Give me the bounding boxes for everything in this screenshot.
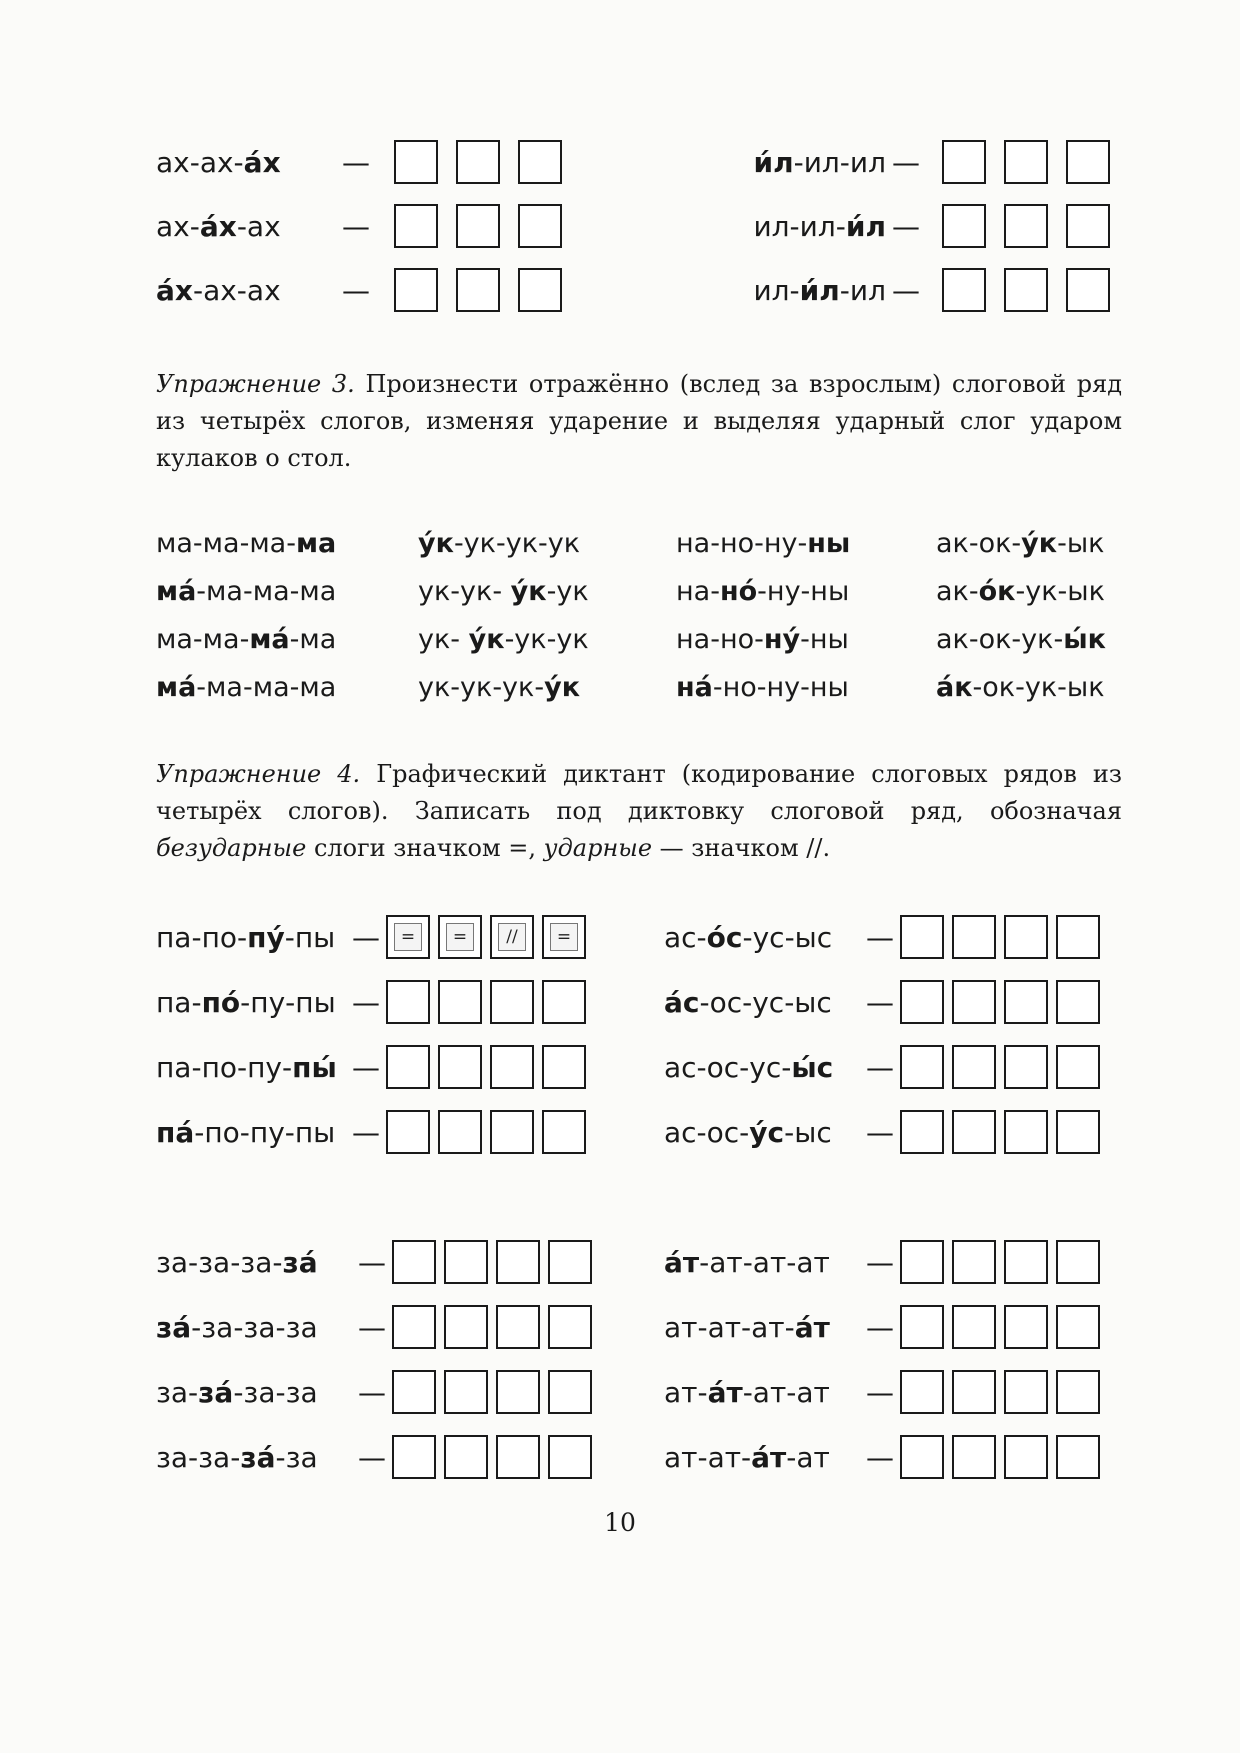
syllable-text: ук-ук-ук- <box>418 672 545 703</box>
stressed-syllable: у́к <box>1021 528 1058 559</box>
answer-box[interactable] <box>444 1435 488 1479</box>
answer-boxes <box>900 1110 1100 1154</box>
syllable-label <box>664 1311 860 1344</box>
syllable-text: ах- <box>156 209 200 243</box>
dash: — <box>866 1245 894 1279</box>
syllable-text: -ма-ма-ма <box>196 576 337 607</box>
stressed-syllable: а́к <box>936 672 973 703</box>
dash: — <box>892 273 920 307</box>
syllable-text: -ны <box>800 624 849 655</box>
dash: — <box>866 920 894 954</box>
dash: — <box>892 145 920 179</box>
answer-box[interactable] <box>392 1435 436 1479</box>
stressed-syllable: а́х <box>243 145 281 179</box>
stressed-syllable: у́к <box>418 528 454 559</box>
syllable-label <box>156 986 346 1019</box>
answer-box[interactable] <box>386 980 430 1024</box>
syllable-text: -ук-ук <box>504 624 589 655</box>
syllable-text: -за <box>275 1440 318 1474</box>
stressed-syllable: ы́с <box>791 1050 834 1084</box>
syllable-text: на- <box>676 576 720 607</box>
stressed-syllable: у́с <box>749 1115 785 1149</box>
answer-box[interactable] <box>490 980 534 1024</box>
stressed-syllable: за́ <box>240 1440 276 1474</box>
answer-box[interactable] <box>1004 1370 1048 1414</box>
answer-box[interactable] <box>456 204 500 248</box>
stressed-syllable: а́т <box>707 1375 743 1409</box>
syllable-text: ил-ил- <box>753 209 846 243</box>
syllable-row <box>156 266 562 314</box>
syllable-text: па- <box>156 985 202 1019</box>
answer-box[interactable] <box>900 1045 944 1089</box>
syllable-text: -ах-ах <box>192 273 281 307</box>
answer-box[interactable] <box>394 140 438 184</box>
answer-box[interactable] <box>386 1110 430 1154</box>
answer-box[interactable] <box>490 915 534 959</box>
exercise-4-instructions <box>156 756 1122 867</box>
dictation-row <box>156 1433 592 1481</box>
answer-box[interactable] <box>548 1370 592 1414</box>
answer-box[interactable] <box>1056 1240 1100 1284</box>
syllable-cell <box>936 624 1106 655</box>
answer-box[interactable] <box>1004 268 1048 312</box>
syllable-text: -ма <box>289 624 337 655</box>
answer-boxes <box>900 915 1100 959</box>
syllable-text: ах-ах- <box>156 145 244 179</box>
stressed-syllable: ма <box>295 528 337 559</box>
syllable-cell <box>418 624 589 655</box>
exercise-4-text: — значком //. <box>652 834 831 862</box>
answer-box[interactable] <box>1066 140 1110 184</box>
answer-box[interactable] <box>392 1305 436 1349</box>
syllable-cell <box>156 624 336 655</box>
answer-box[interactable] <box>518 140 562 184</box>
syllable-text: ат- <box>664 1375 708 1409</box>
dash: — <box>866 1310 894 1344</box>
dictation-row <box>664 1368 1100 1416</box>
answer-box[interactable] <box>952 1435 996 1479</box>
syllable-text: за-за-за- <box>156 1245 283 1279</box>
exercise-3-text: Произнести отражённо (вслед за взрослым) слоговой ряд из четырёх слогов, изменяя ударение и выделяя ударный слог ударом кулаков о стол. <box>156 370 1122 472</box>
syllable-cell <box>156 528 336 559</box>
stress-mark: = <box>550 923 578 951</box>
syllable-label <box>664 1376 860 1409</box>
answer-box[interactable] <box>444 1305 488 1349</box>
syllable-text: -ук-ык <box>1015 576 1105 607</box>
syllable-row <box>156 202 562 250</box>
dictation-row <box>156 1238 592 1286</box>
syllable-cell <box>418 528 580 559</box>
syllable-cell <box>156 672 336 703</box>
stress-mark: = <box>446 923 474 951</box>
syllable-text: па-по- <box>156 920 248 954</box>
answer-box[interactable] <box>952 1370 996 1414</box>
answer-box[interactable] <box>1056 1370 1100 1414</box>
dash: — <box>352 920 380 954</box>
answer-box[interactable] <box>900 1305 944 1349</box>
stressed-syllable: у́к <box>510 576 547 607</box>
answer-box[interactable] <box>386 1045 430 1089</box>
answer-box[interactable] <box>900 1435 944 1479</box>
answer-box[interactable] <box>438 1045 482 1089</box>
answer-boxes <box>394 140 562 184</box>
syllable-text: ак-ок- <box>936 528 1022 559</box>
syllable-label <box>156 921 346 954</box>
exercise-4-emphasis: безударные <box>156 834 307 862</box>
dash: — <box>866 1375 894 1409</box>
syllable-text: -за-за-за <box>191 1310 318 1344</box>
answer-box[interactable] <box>438 915 482 959</box>
syllable-label <box>664 1246 860 1279</box>
syllable-cell <box>936 576 1105 607</box>
stressed-syllable: ы́к <box>1063 624 1106 655</box>
dictation-row <box>156 1368 592 1416</box>
syllable-label <box>726 210 886 243</box>
dictation-row <box>664 913 1100 961</box>
syllable-text: ук-ук- <box>418 576 511 607</box>
syllable-text: ак- <box>936 576 979 607</box>
syllable-label <box>726 274 886 307</box>
answer-boxes <box>900 1045 1100 1089</box>
dictation-row <box>156 1108 586 1156</box>
syllable-text: на-но-ну- <box>676 528 808 559</box>
dash: — <box>352 985 380 1019</box>
syllable-text: -ат <box>786 1440 830 1474</box>
answer-boxes <box>386 980 586 1024</box>
answer-box[interactable] <box>542 1110 586 1154</box>
syllable-text: -ат-ат <box>742 1375 830 1409</box>
answer-box[interactable] <box>1056 1045 1100 1089</box>
answer-box[interactable] <box>900 980 944 1024</box>
syllable-cell <box>936 528 1104 559</box>
stressed-syllable: а́т <box>751 1440 787 1474</box>
syllable-text: -ну-ны <box>757 576 850 607</box>
syllable-text: па-по-пу- <box>156 1050 293 1084</box>
answer-box[interactable] <box>490 1045 534 1089</box>
exercise-4-text: слоги значком =, <box>306 834 544 862</box>
syllable-label <box>726 146 886 179</box>
stressed-syllable: ну́ <box>763 624 801 655</box>
syllable-label <box>156 1246 352 1279</box>
answer-boxes <box>900 1370 1100 1414</box>
syllable-cell <box>156 576 336 607</box>
stressed-syllable: и́л <box>845 209 886 243</box>
dash: — <box>342 273 370 307</box>
syllable-text: ил- <box>753 273 800 307</box>
stressed-syllable: пы́ <box>292 1050 337 1084</box>
syllable-text: ас-ос-ус- <box>664 1050 792 1084</box>
answer-box[interactable] <box>1056 1305 1100 1349</box>
syllable-row <box>726 266 1110 314</box>
syllable-label <box>156 210 336 243</box>
answer-boxes <box>942 268 1110 312</box>
stressed-syllable: па́ <box>156 1115 195 1149</box>
answer-box[interactable] <box>394 204 438 248</box>
stressed-syllable: и́л <box>753 145 794 179</box>
stressed-syllable: ма́ <box>156 672 197 703</box>
syllable-text: -но-ну-ны <box>712 672 849 703</box>
syllable-text: за-за- <box>156 1440 241 1474</box>
stressed-syllable: а́х <box>156 273 193 307</box>
syllable-label <box>664 1051 860 1084</box>
answer-box[interactable] <box>438 1110 482 1154</box>
syllable-label <box>664 1441 860 1474</box>
syllable-text: ма-ма-ма- <box>156 528 296 559</box>
answer-boxes <box>394 204 562 248</box>
stressed-syllable: за́ <box>282 1245 318 1279</box>
dictation-row <box>664 1108 1100 1156</box>
syllable-label <box>156 146 336 179</box>
syllable-label <box>156 1376 352 1409</box>
dash: — <box>342 145 370 179</box>
dictation-row <box>156 1303 592 1351</box>
answer-box[interactable] <box>1004 1110 1048 1154</box>
syllable-label <box>156 1441 352 1474</box>
page-number: 10 <box>604 1508 636 1537</box>
answer-boxes <box>394 268 562 312</box>
answer-box[interactable] <box>952 1045 996 1089</box>
answer-boxes <box>386 915 586 959</box>
exercise-4-title: Упражнение 4. <box>156 760 361 788</box>
answer-box[interactable] <box>438 980 482 1024</box>
syllable-text: -ос-ус-ыс <box>699 985 832 1019</box>
stressed-syllable: ны <box>807 528 851 559</box>
answer-boxes <box>942 140 1110 184</box>
answer-box[interactable] <box>548 1435 592 1479</box>
syllable-text: -по-пу-пы <box>194 1115 336 1149</box>
syllable-text: ак-ок-ук- <box>936 624 1064 655</box>
syllable-row <box>726 202 1110 250</box>
syllable-cell <box>676 528 850 559</box>
stressed-syllable: а́с <box>664 985 700 1019</box>
answer-box[interactable] <box>952 915 996 959</box>
dictation-row <box>156 913 586 961</box>
syllable-text: -пы <box>284 920 336 954</box>
exercise-4-text: Графический диктант (кодирование слоговых рядов из четырёх слогов). Записать под диктовку слоговой ряд, обозначая <box>156 760 1122 825</box>
stress-mark: // <box>498 923 526 951</box>
exercise-3-title: Упражнение 3. <box>156 370 355 398</box>
exercise-4-emphasis: ударные <box>543 834 653 862</box>
syllable-label <box>156 1051 346 1084</box>
syllable-text: -ок-ук-ык <box>972 672 1105 703</box>
answer-boxes <box>386 1045 586 1089</box>
answer-box[interactable] <box>942 140 986 184</box>
syllable-label <box>664 1116 860 1149</box>
answer-boxes <box>392 1435 592 1479</box>
syllable-text: -ах <box>236 209 281 243</box>
syllable-label <box>156 1311 352 1344</box>
dictation-row <box>156 978 586 1026</box>
syllable-text: ат-ат- <box>664 1440 752 1474</box>
answer-box[interactable] <box>496 1370 540 1414</box>
answer-box[interactable] <box>518 268 562 312</box>
dash: — <box>358 1375 386 1409</box>
syllable-text: -за-за <box>233 1375 318 1409</box>
answer-box[interactable] <box>542 980 586 1024</box>
syllable-text: ма-ма- <box>156 624 250 655</box>
dash: — <box>866 1440 894 1474</box>
answer-box[interactable] <box>456 140 500 184</box>
dictation-row <box>664 978 1100 1026</box>
dictation-row <box>664 1238 1100 1286</box>
answer-boxes <box>900 1435 1100 1479</box>
answer-box[interactable] <box>1004 1045 1048 1089</box>
syllable-text: -пу-пы <box>240 985 336 1019</box>
answer-box[interactable] <box>900 1110 944 1154</box>
answer-box[interactable] <box>1004 1240 1048 1284</box>
answer-box[interactable] <box>444 1370 488 1414</box>
syllable-text: ат-ат-ат- <box>664 1310 795 1344</box>
stressed-syllable: о́с <box>706 920 743 954</box>
answer-box[interactable] <box>1066 268 1110 312</box>
dash: — <box>866 1050 894 1084</box>
syllable-text: -ус-ыс <box>742 920 833 954</box>
answer-boxes <box>386 1110 586 1154</box>
syllable-cell <box>676 624 849 655</box>
syllable-text: -ук-ук-ук <box>453 528 581 559</box>
syllable-label <box>156 274 336 307</box>
stressed-syllable: о́к <box>978 576 1016 607</box>
answer-boxes <box>900 980 1100 1024</box>
answer-box[interactable] <box>392 1240 436 1284</box>
stressed-syllable: у́к <box>468 624 505 655</box>
answer-box[interactable] <box>444 1240 488 1284</box>
answer-box[interactable] <box>548 1305 592 1349</box>
exercise-3-instructions <box>156 366 1122 477</box>
dash: — <box>866 985 894 1019</box>
syllable-cell <box>418 576 589 607</box>
answer-box[interactable] <box>952 1240 996 1284</box>
stressed-syllable: ма́ <box>156 576 197 607</box>
stressed-syllable: ма́ <box>249 624 290 655</box>
answer-box[interactable] <box>518 204 562 248</box>
answer-box[interactable] <box>1004 1305 1048 1349</box>
answer-box[interactable] <box>394 268 438 312</box>
stressed-syllable: а́т <box>664 1245 700 1279</box>
answer-boxes <box>900 1305 1100 1349</box>
syllable-cell <box>418 672 580 703</box>
stressed-syllable: пу́ <box>247 920 285 954</box>
stressed-syllable: а́х <box>199 209 237 243</box>
answer-boxes <box>942 204 1110 248</box>
syllable-cell <box>676 576 849 607</box>
stressed-syllable: у́к <box>544 672 581 703</box>
answer-boxes <box>392 1240 592 1284</box>
syllable-text: за- <box>156 1375 199 1409</box>
syllable-cell <box>936 672 1105 703</box>
dash: — <box>358 1245 386 1279</box>
answer-box[interactable] <box>1056 1110 1100 1154</box>
answer-box[interactable] <box>1004 204 1048 248</box>
answer-box[interactable] <box>1004 1435 1048 1479</box>
answer-box[interactable] <box>1004 915 1048 959</box>
stressed-syllable: на́ <box>676 672 713 703</box>
answer-box[interactable] <box>542 1045 586 1089</box>
dash: — <box>358 1440 386 1474</box>
answer-boxes <box>392 1305 592 1349</box>
syllable-text: -ык <box>1057 528 1105 559</box>
answer-box[interactable] <box>1056 980 1100 1024</box>
answer-box[interactable] <box>542 915 586 959</box>
answer-boxes <box>392 1370 592 1414</box>
syllable-text: -ыс <box>784 1115 832 1149</box>
dictation-row <box>664 1303 1100 1351</box>
stress-mark: = <box>394 923 422 951</box>
answer-box[interactable] <box>386 915 430 959</box>
answer-box[interactable] <box>1004 140 1048 184</box>
dictation-row <box>664 1043 1100 1091</box>
answer-box[interactable] <box>1004 980 1048 1024</box>
answer-box[interactable] <box>456 268 500 312</box>
answer-box[interactable] <box>1066 204 1110 248</box>
stressed-syllable: а́т <box>794 1310 830 1344</box>
syllable-label <box>156 1116 346 1149</box>
dash: — <box>342 209 370 243</box>
dash: — <box>358 1310 386 1344</box>
syllable-label <box>664 986 860 1019</box>
syllable-cell <box>676 672 849 703</box>
answer-box[interactable] <box>952 980 996 1024</box>
answer-box[interactable] <box>952 1305 996 1349</box>
syllable-text: ук- <box>418 624 469 655</box>
stressed-syllable: по́ <box>201 985 241 1019</box>
dash: — <box>866 1115 894 1149</box>
syllable-text: -ат-ат-ат <box>699 1245 830 1279</box>
syllable-text: -ма-ма-ма <box>196 672 337 703</box>
syllable-text: ас- <box>664 920 707 954</box>
dictation-row <box>156 1043 586 1091</box>
answer-box[interactable] <box>548 1240 592 1284</box>
dash: — <box>352 1050 380 1084</box>
answer-box[interactable] <box>942 268 986 312</box>
answer-box[interactable] <box>496 1435 540 1479</box>
answer-box[interactable] <box>392 1370 436 1414</box>
answer-box[interactable] <box>1056 915 1100 959</box>
answer-box[interactable] <box>1056 1435 1100 1479</box>
answer-box[interactable] <box>900 1240 944 1284</box>
answer-box[interactable] <box>490 1110 534 1154</box>
answer-box[interactable] <box>952 1110 996 1154</box>
dash: — <box>352 1115 380 1149</box>
syllable-text: ас-ос- <box>664 1115 750 1149</box>
answer-boxes <box>900 1240 1100 1284</box>
syllable-row <box>156 138 562 186</box>
stressed-syllable: но́ <box>719 576 758 607</box>
stressed-syllable: за́ <box>198 1375 234 1409</box>
dictation-row <box>664 1433 1100 1481</box>
syllable-text: на-но- <box>676 624 764 655</box>
answer-box[interactable] <box>942 204 986 248</box>
syllable-text: -ил-ил <box>793 145 886 179</box>
syllable-text: -ук <box>546 576 589 607</box>
answer-box[interactable] <box>900 1370 944 1414</box>
answer-box[interactable] <box>900 915 944 959</box>
syllable-row <box>726 138 1110 186</box>
syllable-label <box>664 921 860 954</box>
answer-box[interactable] <box>496 1305 540 1349</box>
stressed-syllable: за́ <box>156 1310 192 1344</box>
answer-box[interactable] <box>496 1240 540 1284</box>
dash: — <box>892 209 920 243</box>
stressed-syllable: и́л <box>799 273 840 307</box>
syllable-text: -ил <box>839 273 886 307</box>
